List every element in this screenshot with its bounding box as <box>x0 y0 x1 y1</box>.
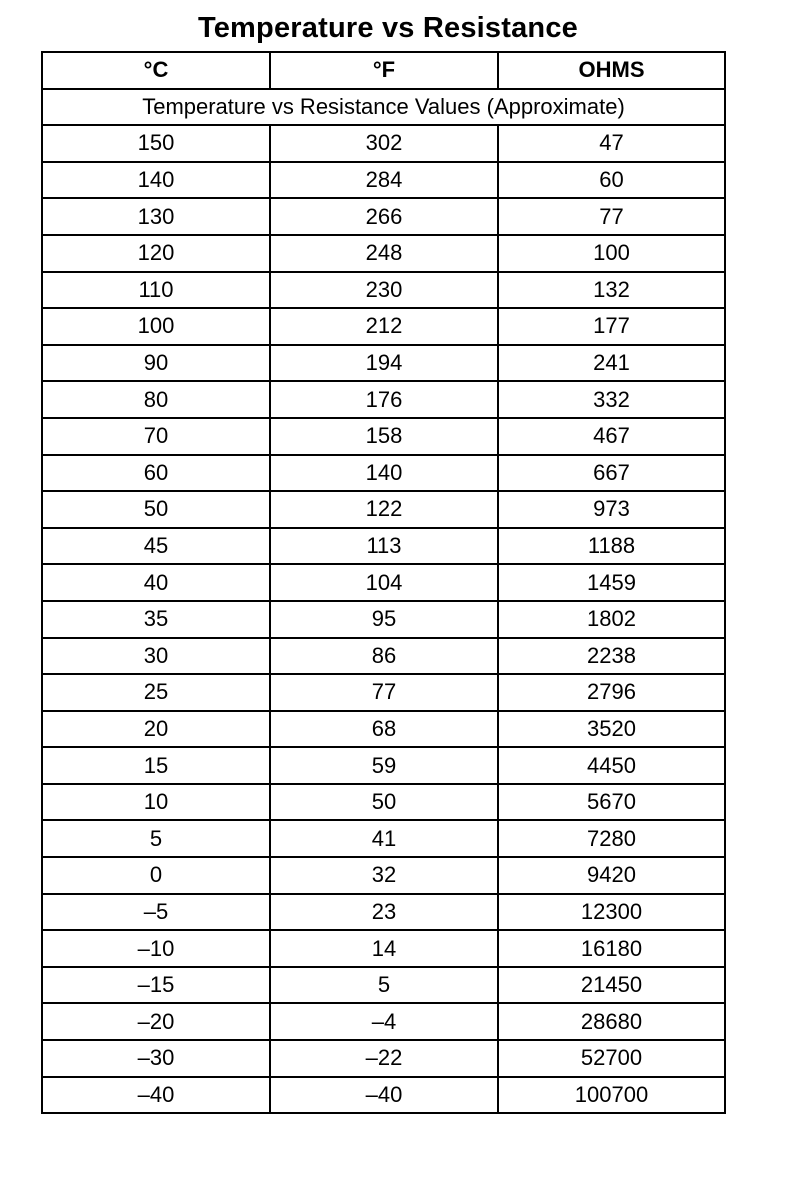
cell-ohms: 2796 <box>498 674 725 711</box>
table-row <box>42 272 725 309</box>
cell-fahrenheit: 266 <box>270 198 498 235</box>
cell-ohms: 1802 <box>498 601 725 638</box>
table-row <box>42 894 725 931</box>
cell-celsius: –5 <box>42 894 270 931</box>
cell-celsius: 130 <box>42 198 270 235</box>
cell-celsius: –40 <box>42 1077 270 1114</box>
table-row <box>42 857 725 894</box>
cell-celsius: 40 <box>42 564 270 601</box>
table-row <box>42 162 725 199</box>
cell-ohms: 1459 <box>498 564 725 601</box>
cell-celsius: 0 <box>42 857 270 894</box>
cell-celsius: 25 <box>42 674 270 711</box>
table-row <box>42 674 725 711</box>
cell-fahrenheit: 59 <box>270 747 498 784</box>
table-row <box>42 564 725 601</box>
table-row <box>42 930 725 967</box>
cell-fahrenheit: 194 <box>270 345 498 382</box>
cell-fahrenheit: 41 <box>270 820 498 857</box>
cell-ohms: 9420 <box>498 857 725 894</box>
table-row <box>42 784 725 821</box>
table-row <box>42 308 725 345</box>
cell-fahrenheit: 284 <box>270 162 498 199</box>
cell-fahrenheit: 140 <box>270 455 498 492</box>
cell-ohms: 12300 <box>498 894 725 931</box>
table-row <box>42 381 725 418</box>
table-title: Temperature vs Resistance <box>197 12 579 44</box>
cell-ohms: 21450 <box>498 967 725 1004</box>
cell-fahrenheit: 68 <box>270 711 498 748</box>
cell-fahrenheit: 248 <box>270 235 498 272</box>
table-row <box>42 1077 725 1114</box>
cell-celsius: 20 <box>42 711 270 748</box>
cell-ohms: 16180 <box>498 930 725 967</box>
cell-celsius: 80 <box>42 381 270 418</box>
cell-ohms: 177 <box>498 308 725 345</box>
cell-celsius: 10 <box>42 784 270 821</box>
temperature-resistance-table <box>41 51 726 1114</box>
table-row <box>42 967 725 1004</box>
cell-fahrenheit: 113 <box>270 528 498 565</box>
cell-ohms: 132 <box>498 272 725 309</box>
table-row <box>42 747 725 784</box>
cell-ohms: 467 <box>498 418 725 455</box>
subtitle-row <box>42 89 725 126</box>
cell-fahrenheit: 95 <box>270 601 498 638</box>
cell-celsius: –15 <box>42 967 270 1004</box>
cell-ohms: 7280 <box>498 820 725 857</box>
cell-fahrenheit: 50 <box>270 784 498 821</box>
cell-fahrenheit: 158 <box>270 418 498 455</box>
cell-celsius: 50 <box>42 491 270 528</box>
header-row <box>42 52 725 89</box>
column-header-fahrenheit: °F <box>270 52 498 89</box>
cell-celsius: 120 <box>42 235 270 272</box>
cell-fahrenheit: 23 <box>270 894 498 931</box>
cell-fahrenheit: –40 <box>270 1077 498 1114</box>
cell-fahrenheit: 5 <box>270 967 498 1004</box>
cell-fahrenheit: 104 <box>270 564 498 601</box>
cell-celsius: 45 <box>42 528 270 565</box>
table-row <box>42 1040 725 1077</box>
cell-ohms: 28680 <box>498 1003 725 1040</box>
cell-ohms: 332 <box>498 381 725 418</box>
cell-fahrenheit: 212 <box>270 308 498 345</box>
table-row <box>42 125 725 162</box>
cell-celsius: 90 <box>42 345 270 382</box>
cell-fahrenheit: 14 <box>270 930 498 967</box>
table-row <box>42 528 725 565</box>
cell-ohms: 52700 <box>498 1040 725 1077</box>
cell-fahrenheit: 86 <box>270 638 498 675</box>
table-header <box>42 52 725 125</box>
cell-celsius: 140 <box>42 162 270 199</box>
table-body <box>42 125 725 1113</box>
cell-fahrenheit: 77 <box>270 674 498 711</box>
cell-ohms: 77 <box>498 198 725 235</box>
cell-ohms: 100700 <box>498 1077 725 1114</box>
cell-celsius: –10 <box>42 930 270 967</box>
table-row <box>42 235 725 272</box>
cell-ohms: 3520 <box>498 711 725 748</box>
cell-celsius: 110 <box>42 272 270 309</box>
cell-fahrenheit: 176 <box>270 381 498 418</box>
cell-fahrenheit: 122 <box>270 491 498 528</box>
cell-celsius: 150 <box>42 125 270 162</box>
cell-ohms: 1188 <box>498 528 725 565</box>
cell-celsius: 15 <box>42 747 270 784</box>
cell-fahrenheit: 32 <box>270 857 498 894</box>
cell-ohms: 973 <box>498 491 725 528</box>
cell-celsius: 30 <box>42 638 270 675</box>
table-row <box>42 601 725 638</box>
cell-celsius: –30 <box>42 1040 270 1077</box>
cell-celsius: 70 <box>42 418 270 455</box>
cell-ohms: 4450 <box>498 747 725 784</box>
table-row <box>42 418 725 455</box>
cell-ohms: 241 <box>498 345 725 382</box>
table-row <box>42 820 725 857</box>
table-row <box>42 491 725 528</box>
table-row <box>42 345 725 382</box>
cell-fahrenheit: –22 <box>270 1040 498 1077</box>
column-header-ohms: OHMS <box>498 52 725 89</box>
cell-celsius: 35 <box>42 601 270 638</box>
table-subtitle: Temperature vs Resistance Values (Approximate) <box>42 89 725 126</box>
cell-ohms: 100 <box>498 235 725 272</box>
cell-celsius: 60 <box>42 455 270 492</box>
cell-ohms: 47 <box>498 125 725 162</box>
cell-celsius: –20 <box>42 1003 270 1040</box>
cell-celsius: 5 <box>42 820 270 857</box>
cell-fahrenheit: –4 <box>270 1003 498 1040</box>
cell-fahrenheit: 302 <box>270 125 498 162</box>
table-row <box>42 711 725 748</box>
cell-ohms: 60 <box>498 162 725 199</box>
table-row <box>42 198 725 235</box>
cell-ohms: 5670 <box>498 784 725 821</box>
table-row <box>42 1003 725 1040</box>
cell-celsius: 100 <box>42 308 270 345</box>
table-row <box>42 455 725 492</box>
cell-fahrenheit: 230 <box>270 272 498 309</box>
cell-ohms: 2238 <box>498 638 725 675</box>
cell-ohms: 667 <box>498 455 725 492</box>
table-row <box>42 638 725 675</box>
column-header-celsius: °C <box>42 52 270 89</box>
